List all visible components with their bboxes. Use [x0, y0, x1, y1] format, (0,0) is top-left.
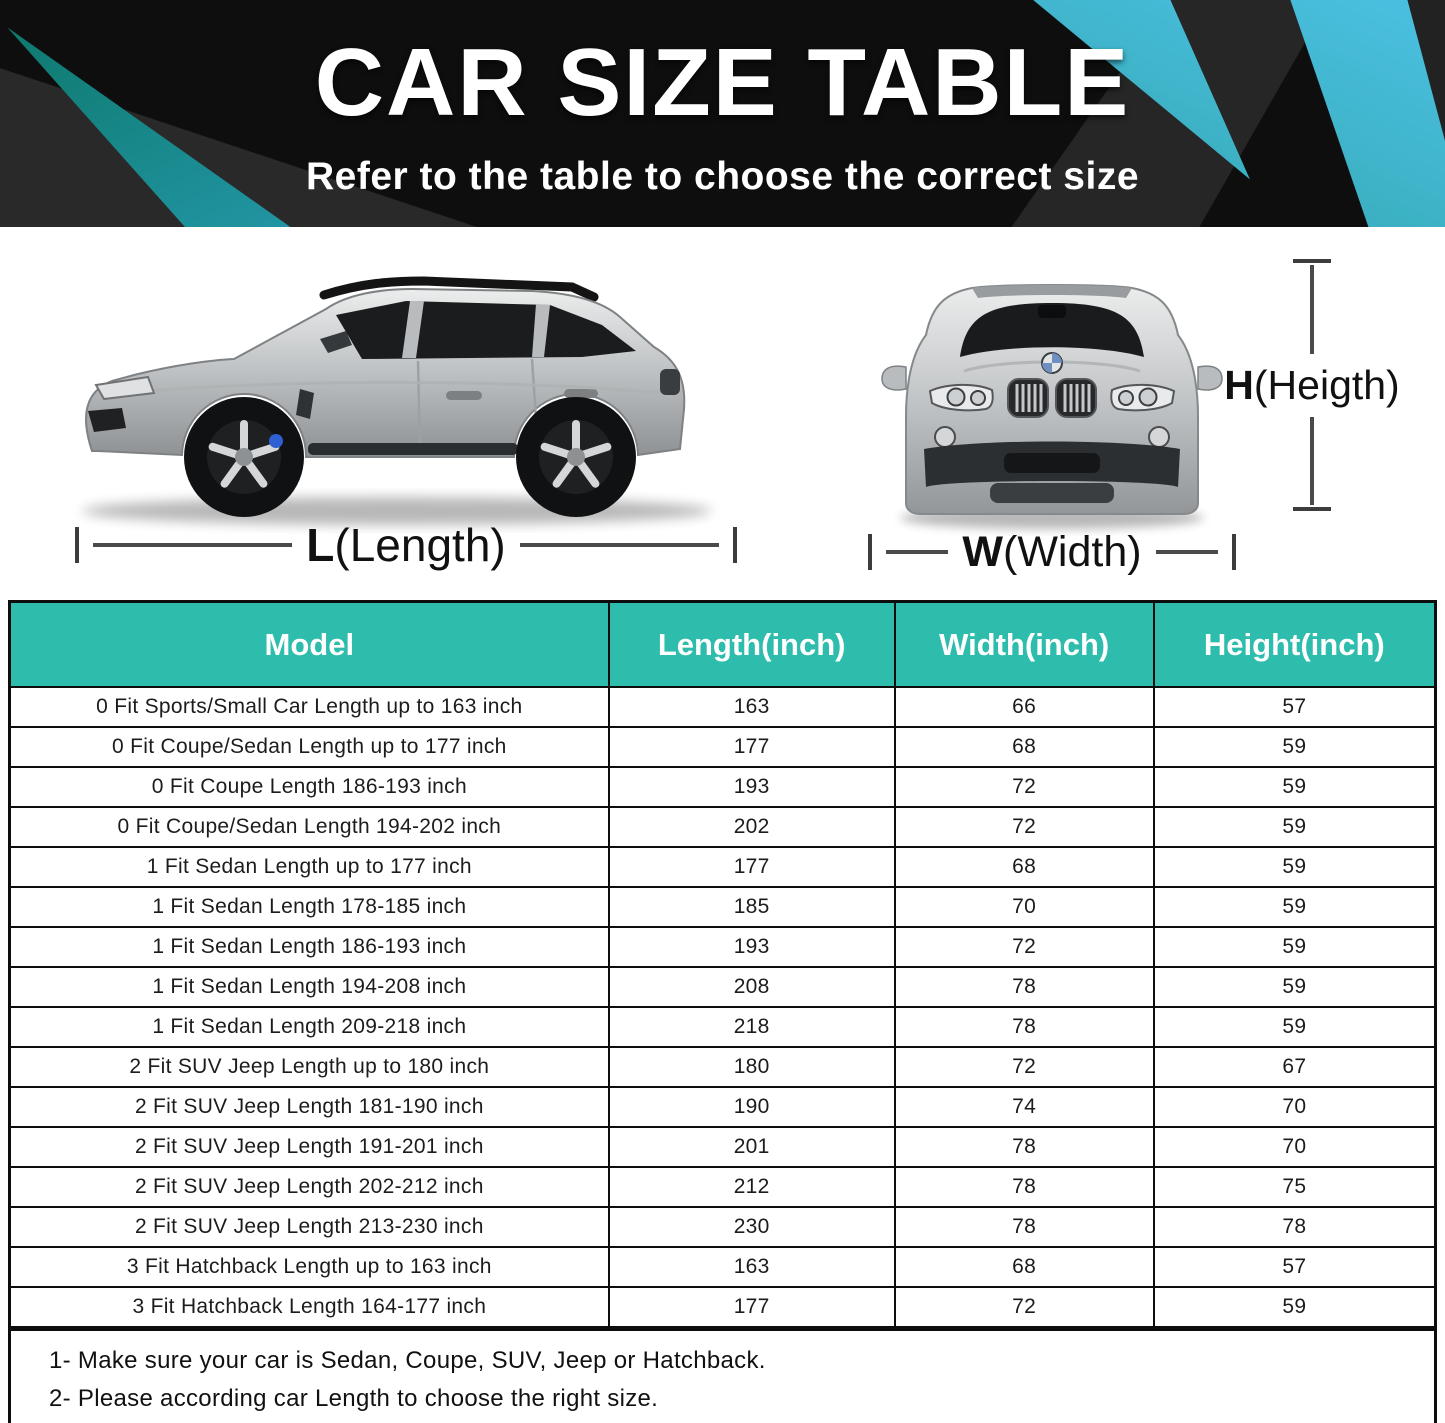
height-cell: 57: [1154, 687, 1434, 727]
height-cell: 59: [1154, 1287, 1434, 1327]
length-cell: 193: [609, 927, 895, 967]
length-cell: 208: [609, 967, 895, 1007]
length-cell: 201: [609, 1127, 895, 1167]
table-row: [11, 1207, 1434, 1247]
size-table-body: [11, 687, 1434, 1327]
width-cell: 72: [895, 807, 1154, 847]
model-cell: 1 Fit Sedan Length 186-193 inch: [11, 927, 609, 967]
model-cell: 0 Fit Sports/Small Car Length up to 163 inch: [11, 687, 609, 727]
length-dimension: [75, 519, 737, 571]
table-row: [11, 1007, 1434, 1047]
width-cell: 78: [895, 1167, 1154, 1207]
width-cell: 78: [895, 1127, 1154, 1167]
dimension-endcap: [1293, 259, 1331, 263]
length-cell: 190: [609, 1087, 895, 1127]
height-cell: 57: [1154, 1247, 1434, 1287]
dimension-diagram: [0, 227, 1445, 593]
car-side-view-image: [62, 243, 742, 543]
table-row: [11, 967, 1434, 1007]
length-cell: 163: [609, 1247, 895, 1287]
height-symbol: H: [1224, 361, 1254, 408]
height-cell: 59: [1154, 847, 1434, 887]
column-header-model: Model: [11, 603, 609, 687]
column-header-width: Width(inch): [895, 603, 1154, 687]
page-subtitle: Refer to the table to choose the correct size: [305, 154, 1140, 198]
width-cell: 68: [895, 847, 1154, 887]
height-cell: 59: [1154, 1007, 1434, 1047]
notes-section: [11, 1328, 1434, 1423]
page-title: CAR SIZE TABLE: [314, 28, 1131, 136]
width-cell: 78: [895, 1207, 1154, 1247]
width-cell: 72: [895, 767, 1154, 807]
model-cell: 2 Fit SUV Jeep Length 181-190 inch: [11, 1087, 609, 1127]
model-cell: 0 Fit Coupe/Sedan Length 194-202 inch: [11, 807, 609, 847]
dimension-endcap: [733, 527, 737, 563]
length-cell: 177: [609, 847, 895, 887]
model-cell: 2 Fit SUV Jeep Length 191-201 inch: [11, 1127, 609, 1167]
table-row: [11, 1127, 1434, 1167]
table-row: [11, 807, 1434, 847]
height-cell: 59: [1154, 967, 1434, 1007]
model-cell: 1 Fit Sedan Length 194-208 inch: [11, 967, 609, 1007]
table-row: [11, 1247, 1434, 1287]
table-row: [11, 887, 1434, 927]
length-cell: 202: [609, 807, 895, 847]
width-label: W(Width): [962, 527, 1142, 576]
model-cell: 2 Fit SUV Jeep Length 202-212 inch: [11, 1167, 609, 1207]
height-cell: 59: [1154, 727, 1434, 767]
height-cell: 59: [1154, 767, 1434, 807]
width-dimension: [868, 527, 1236, 576]
model-cell: 1 Fit Sedan Length 178-185 inch: [11, 887, 609, 927]
model-cell: 1 Fit Sedan Length up to 177 inch: [11, 847, 609, 887]
table-row: [11, 767, 1434, 807]
width-cell: 68: [895, 1247, 1154, 1287]
height-cell: 70: [1154, 1127, 1434, 1167]
width-cell: 72: [895, 1047, 1154, 1087]
width-cell: 66: [895, 687, 1154, 727]
length-cell: 193: [609, 767, 895, 807]
column-header-length: Length(inch): [609, 603, 895, 687]
dimension-endcap: [75, 527, 79, 563]
width-cell: 78: [895, 1007, 1154, 1047]
width-cell: 74: [895, 1087, 1154, 1127]
dimension-line: [1310, 417, 1314, 506]
dimension-line: [520, 543, 719, 547]
length-cell: 212: [609, 1167, 895, 1207]
height-cell: 78: [1154, 1207, 1434, 1247]
width-cell: 72: [895, 1287, 1154, 1327]
table-row: [11, 727, 1434, 767]
table-row: [11, 1047, 1434, 1087]
table-header-row: [11, 603, 1434, 687]
length-cell: 177: [609, 727, 895, 767]
dimension-line: [93, 543, 292, 547]
height-cell: 75: [1154, 1167, 1434, 1207]
note-2: 2- Please according car Length to choose the right size.: [49, 1385, 659, 1412]
table-row: [11, 1287, 1434, 1327]
dimension-line: [1310, 265, 1314, 354]
model-cell: 3 Fit Hatchback Length 164-177 inch: [11, 1287, 609, 1327]
length-label: L(Length): [306, 519, 506, 571]
size-sheet: [8, 600, 1437, 1423]
note-1: 1- Make sure your car is Sedan, Coupe, SUV, Jeep or Hatchback.: [49, 1347, 766, 1374]
height-cell: 59: [1154, 927, 1434, 967]
height-dimension: [1212, 259, 1412, 511]
width-cell: 70: [895, 887, 1154, 927]
column-header-height: Height(inch): [1154, 603, 1434, 687]
table-row: [11, 927, 1434, 967]
height-label: H(Heigth): [1224, 361, 1400, 408]
model-cell: 2 Fit SUV Jeep Length up to 180 inch: [11, 1047, 609, 1087]
height-cell: 59: [1154, 807, 1434, 847]
model-cell: 3 Fit Hatchback Length up to 163 inch: [11, 1247, 609, 1287]
model-cell: 0 Fit Coupe/Sedan Length up to 177 inch: [11, 727, 609, 767]
length-cell: 230: [609, 1207, 895, 1247]
model-cell: 1 Fit Sedan Length 209-218 inch: [11, 1007, 609, 1047]
table-row: [11, 1087, 1434, 1127]
width-cell: 78: [895, 967, 1154, 1007]
dimension-line: [1156, 550, 1218, 554]
length-cell: 163: [609, 687, 895, 727]
length-cell: 218: [609, 1007, 895, 1047]
width-cell: 68: [895, 727, 1154, 767]
dimension-line: [886, 550, 948, 554]
height-cell: 59: [1154, 887, 1434, 927]
dimension-endcap: [868, 534, 872, 570]
height-cell: 67: [1154, 1047, 1434, 1087]
length-cell: 185: [609, 887, 895, 927]
car-front-view-image: [872, 241, 1232, 541]
length-cell: 180: [609, 1047, 895, 1087]
model-cell: 2 Fit SUV Jeep Length 213-230 inch: [11, 1207, 609, 1247]
banner: [0, 0, 1445, 227]
length-symbol: L: [306, 519, 335, 571]
dimension-endcap: [1293, 507, 1331, 511]
table-row: [11, 687, 1434, 727]
length-cell: 177: [609, 1287, 895, 1327]
height-cell: 70: [1154, 1087, 1434, 1127]
table-row: [11, 847, 1434, 887]
car-size-table: [11, 603, 1434, 1328]
dimension-endcap: [1232, 534, 1236, 570]
width-symbol: W: [962, 527, 1004, 576]
model-cell: 0 Fit Coupe Length 186-193 inch: [11, 767, 609, 807]
table-row: [11, 1167, 1434, 1207]
width-cell: 72: [895, 927, 1154, 967]
